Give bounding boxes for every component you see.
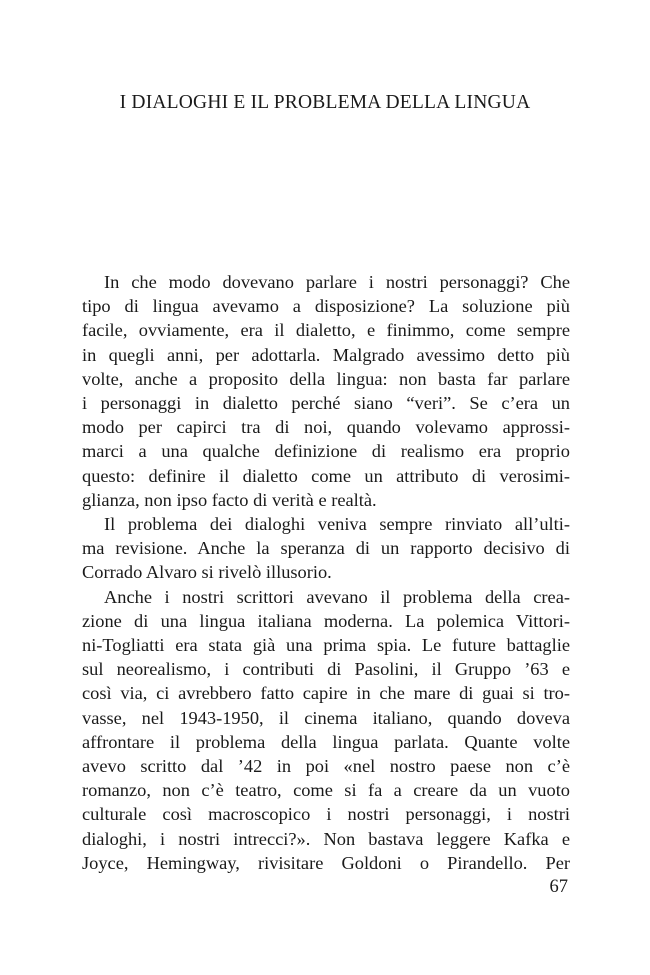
text-line: sul neorealismo, i contributi di Pasolini, il Gruppo ’63 e (82, 659, 570, 680)
text-line: ni-Togliatti era stata già una prima spia. Le future battaglie (82, 635, 570, 656)
chapter-title: I DIALOGHI E IL PROBLEMA DELLA LINGUA (119, 92, 531, 113)
text-line: Corrado Alvaro si rivelò illusorio. (82, 562, 332, 583)
text-line: i personaggi in dialetto perché siano “veri”. Se c’era un (82, 393, 570, 414)
text-line: Joyce, Hemingway, rivisitare Goldoni o Pirandello. Per (82, 852, 570, 873)
text-line: tipo di lingua avevamo a disposizione? La soluzione più (82, 296, 570, 317)
text-line: Anche i nostri scrittori avevano il problema della crea- (104, 586, 570, 607)
text-line: in quegli anni, per adottarla. Malgrado avessimo detto più (82, 344, 570, 365)
text-line: vasse, nel 1943-1950, il cinema italiano, quando doveva (82, 707, 570, 728)
paragraph (82, 512, 570, 585)
text-line: dialoghi, i nostri intrecci?». Non bastava leggere Kafka e (82, 828, 570, 849)
text-line: culturale così macroscopico i nostri personaggi, i nostri (82, 804, 570, 825)
text-line: volte, anche a proposito della lingua: non basta far parlare (82, 368, 570, 389)
text-line: In che modo dovevano parlare i nostri personaggi? Che (104, 272, 570, 292)
paragraph (82, 270, 570, 512)
text-line: romanzo, non c’è teatro, come si fa a creare da un vuoto (82, 780, 570, 801)
text-line: questo: definire il dialetto come un attributo di verosimi- (82, 465, 570, 486)
page-number: 67 (549, 877, 568, 897)
text-line: avevo scritto dal ’42 in poi «nel nostro paese non c’è (82, 756, 570, 777)
text-line: zione di una lingua italiana moderna. La polemica Vittori- (82, 610, 570, 631)
text-line: ma revisione. Anche la speranza di un rapporto decisivo di (82, 538, 570, 559)
body-text (82, 270, 570, 875)
text-line: affrontare il problema della lingua parlata. Quante volte (82, 731, 570, 752)
text-line: modo per capirci tra di noi, quando volevamo approssi- (82, 417, 570, 438)
paragraph (82, 585, 570, 875)
text-line: glianza, non ipso facto di verità e realtà. (82, 489, 377, 510)
text-line: così via, ci avrebbero fatto capire in che mare di guai si tro- (82, 683, 570, 704)
text-line: marci a una qualche definizione di realismo era proprio (82, 441, 570, 462)
text-line: facile, ovviamente, era il dialetto, e finimmo, come sempre (82, 320, 570, 341)
text-line: Il problema dei dialoghi veniva sempre rinviato all’ulti- (104, 514, 570, 535)
